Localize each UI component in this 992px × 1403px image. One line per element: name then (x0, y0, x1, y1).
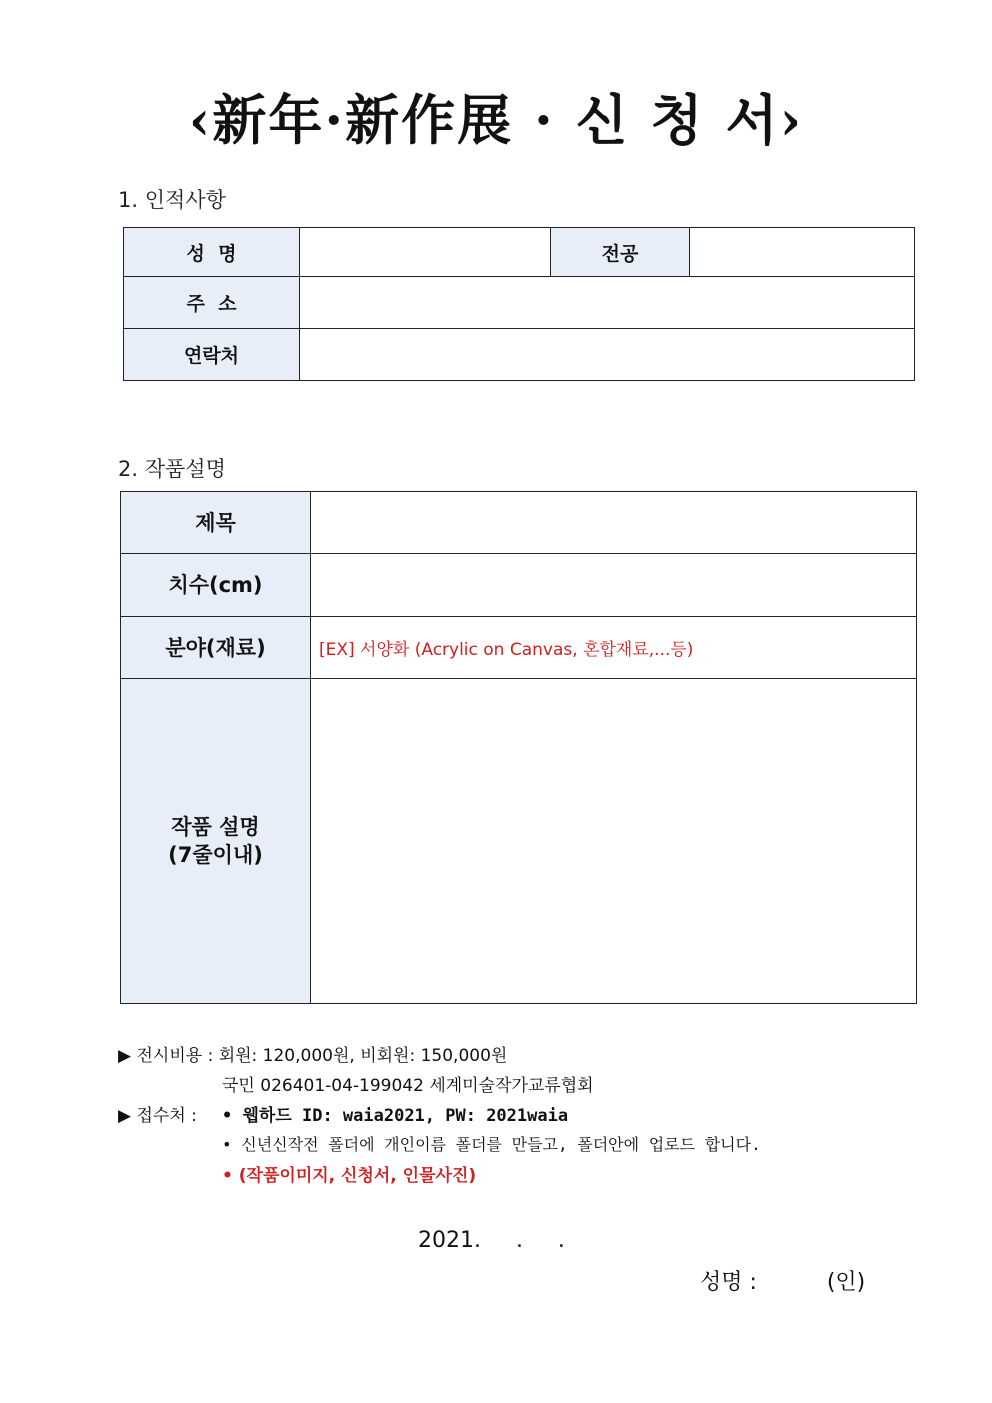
major-label: 전공 (551, 228, 690, 277)
upload-instruction: • 신년신작전 폴더에 개인이름 폴더를 만들고, 폴더안에 업로드 합니다. (222, 1135, 761, 1154)
artwork-title-field[interactable] (311, 492, 917, 554)
account-note: 국민 026401-04-199042 세계미술작가교류협회 (222, 1076, 594, 1096)
description-label-line1: 작품 설명 (171, 815, 260, 839)
artwork-table (120, 491, 917, 1004)
contact-field[interactable] (300, 329, 915, 381)
fee-note: ▶ 전시비용 : 회원: 120,000원, 비회원: 150,000원 (118, 1046, 508, 1066)
size-label: 치수(cm) (121, 554, 311, 617)
receipt-label: ▶ 접수처 : (118, 1106, 197, 1126)
required-files: • (작품이미지, 신청서, 인물사진) (222, 1166, 477, 1186)
field-label: 분야(재료) (121, 617, 311, 679)
application-date: 2021. . . (418, 1228, 565, 1253)
personal-info-table (123, 227, 915, 381)
name-label: 성 명 (124, 228, 300, 277)
section-artwork-heading: 2. 작품설명 (118, 457, 226, 481)
field-input[interactable] (311, 617, 917, 679)
section-personal-heading: 1. 인적사항 (118, 188, 226, 212)
description-field[interactable] (311, 679, 917, 1004)
signature-line: 성명 : (인) (700, 1270, 866, 1295)
field-example-text: [EX] 서양화 (Acrylic on Canvas, 혼합재료,...등) (319, 640, 694, 660)
description-label-line2: (7줄이내) (168, 843, 263, 867)
major-field[interactable] (690, 228, 915, 277)
description-label (121, 679, 311, 1004)
contact-label: 연락처 (124, 329, 300, 381)
name-field[interactable] (300, 228, 551, 277)
webhard-info: • 웹하드 ID: waia2021, PW: 2021waia (222, 1106, 569, 1126)
artwork-title-label: 제목 (121, 492, 311, 554)
form-title: ‹新年·新作展 · 신 청 서› (188, 88, 804, 152)
size-field[interactable] (311, 554, 917, 617)
address-label: 주 소 (124, 277, 300, 329)
address-field[interactable] (300, 277, 915, 329)
